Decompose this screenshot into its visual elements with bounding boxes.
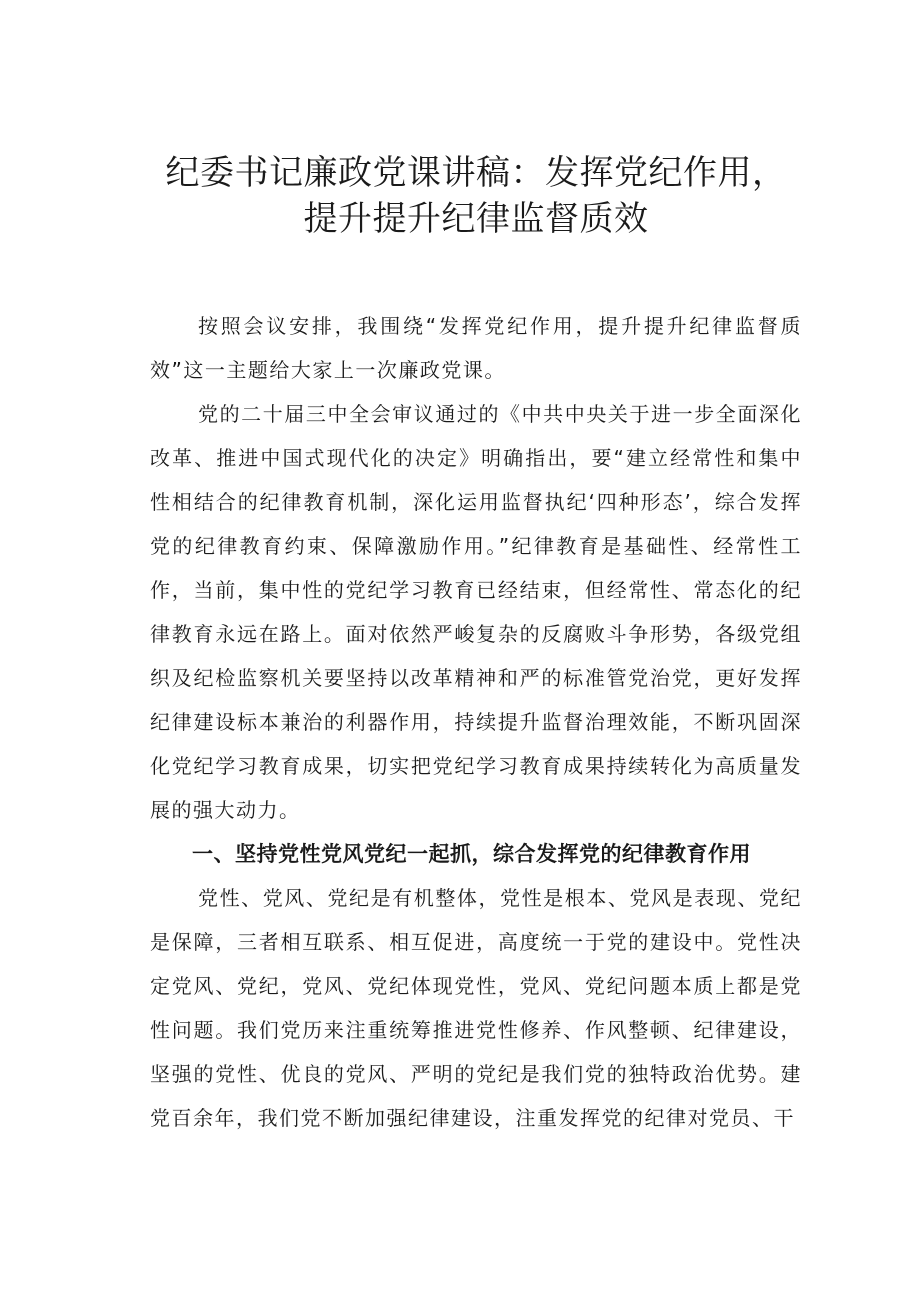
title-line-1: 纪委书记廉政党课讲稿：发挥党纪作用， — [165, 153, 787, 193]
body-paragraph: 党的二十届三中全会审议通过的《中共中央关于进一步全面深化改革、推进中国式现代化的决定》明确指出，要“建立经常性和集中性相结合的纪律教育机制，深化运用监督执纪‘四种形态’，综合发挥党的纪律教育约束、保障激励作用。”纪律教育是基础性、经常性工作，当前，集中性的党纪学习教育已经结束，但经常性、常态化的纪律教育永远在路上。面对依然严峻复杂的反腐败斗争形势，各级党组织及纪检监察机关要坚持以改革精神和严的标准管党治党，更好发挥纪律建设标本兼治的利器作用，持续提升监督治理效能，不断巩固深化党纪学习教育成果，切实把党纪学习教育成果持续转化为高质量发展的强大动力。 — [150, 402, 802, 822]
title-line-2: 提升提升纪律监督质效 — [303, 199, 649, 239]
section-heading-1: 一、坚持党性党风党纪一起抓，综合发挥党的纪律教育作用 — [192, 842, 751, 866]
section-1-paragraph: 党性、党风、党纪是有机整体，党性是根本、党风是表现、党纪是保障，三者相互联系、相互促进，高度统一于党的建设中。党性决定党风、党纪，党风、党纪体现党性，党风、党纪问题本质上都是党性问题。我们党历来注重统筹推进党性修养、作风整顿、纪律建设，坚强的党性、优良的党风、严明的党纪是我们党的独特政治优势。建党百余年，我们党不断加强纪律建设，注重发挥党的纪律对党员、干 — [150, 886, 802, 1130]
intro-paragraph: 按照会议安排，我围绕“发挥党纪作用，提升提升纪律监督质效”这一主题给大家上一次廉政党课。 — [150, 314, 802, 382]
document-title — [150, 150, 802, 242]
